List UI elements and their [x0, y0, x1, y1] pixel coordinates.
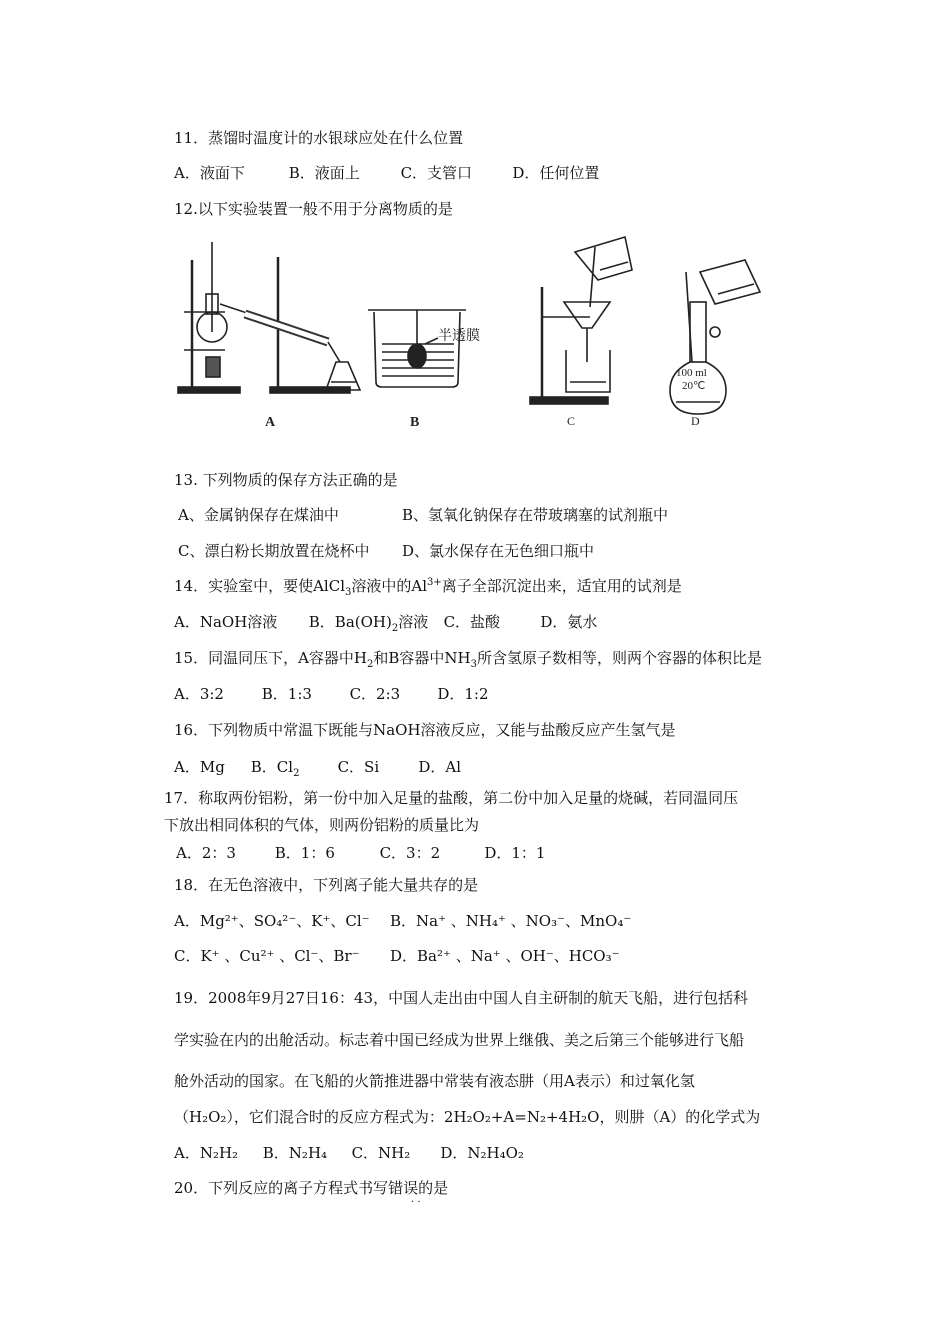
q13-option-b: B、氢氧化钠保存在带玻璃塞的试剂瓶中 — [402, 506, 669, 524]
q17-option-a: A．2：3 — [176, 844, 236, 862]
q19-stem-line4: （H₂O₂），它们混合时的反应方程式为：2H₂O₂+A=N₂+4H₂O，则肼（A）的化学式为 — [174, 1108, 761, 1126]
q18-option-b: B．Na⁺ 、NH₄⁺ 、NO₃⁻、MnO₄⁻ — [390, 912, 632, 930]
q17-stem-line2: 下放出相同体积的气体，则两份铝粉的质量比为 — [164, 816, 480, 834]
q16-option-c: C．Si — [337, 758, 380, 776]
q18-option-a: A．Mg²⁺、SO₄²⁻、K⁺、Cl⁻ — [174, 912, 370, 930]
figure-label-d: D — [691, 414, 700, 428]
emphasis-dots: · · — [411, 1197, 421, 1208]
q19-option-d: D．N₂H₄O₂ — [440, 1144, 524, 1162]
q11-option-b: B．液面上 — [288, 164, 360, 182]
q15-option-a: A．3:2 — [174, 685, 224, 703]
q11-option-d: D．任何位置 — [512, 164, 600, 182]
q11-option-c: C．支管口 — [400, 164, 473, 182]
filtration-apparatus — [530, 237, 632, 404]
q14-option-c: C．盐酸 — [443, 613, 501, 631]
q17-stem-line1: 17．称取两份铝粉，第一份中加入足量的盐酸，第二份中加入足量的烧碱，若同温同压 — [164, 789, 739, 807]
q11-option-a: A．液面下 — [174, 164, 245, 182]
figure-label-b: B — [410, 415, 420, 430]
q20-stem: 20．下列反应的离子方程式书写错误的是 — [174, 1179, 449, 1197]
q18-option-d: D．Ba²⁺ 、Na⁺ 、OH⁻、HCO₃⁻ — [390, 947, 620, 965]
q16-option-d: D．Al — [418, 758, 462, 776]
flask-volume: 100 ml — [676, 367, 707, 379]
q13-option-c: C、漂白粉长期放置在烧杯中 — [178, 542, 370, 560]
figure-label-a: A — [265, 415, 276, 430]
flask-temp: 20℃ — [682, 380, 706, 392]
q19-options — [174, 1143, 524, 1163]
q13-option-a: A、金属钠保存在煤油中 — [178, 506, 339, 524]
q15-option-b: B．1:3 — [261, 685, 312, 703]
q16-option-b: B．$Cl_2$ — [250, 758, 300, 779]
q11-stem: 11．蒸馏时温度计的水银球应处在什么位置 — [174, 129, 464, 147]
q17-option-d: D．1：1 — [484, 844, 546, 862]
figure-label-c: C — [567, 414, 576, 428]
q19-option-c: C．NH₂ — [351, 1144, 411, 1162]
q19-stem-line2: 学实验在内的出舱活动。标志着中国已经成为世界上继俄、美之后第三个能够进行飞船 — [174, 1031, 745, 1049]
q19-option-b: B．N₂H₄ — [262, 1144, 328, 1162]
q14-option-a: A．NaOH溶液 — [174, 613, 278, 631]
q14-option-d: D．氨水 — [540, 613, 598, 631]
q14-options — [174, 612, 597, 632]
apparatus-figure — [170, 232, 790, 432]
q17-options — [176, 843, 545, 863]
q15-option-c: C．2:3 — [349, 685, 401, 703]
membrane-label: 半透膜 — [438, 329, 480, 344]
q12-stem: 12.以下实验装置一般不用于分离物质的是 — [174, 200, 453, 218]
q19-stem-line1: 19．2008年9月27日16：43，中国人走出由中国人自主研制的航天飞船，进行包括科 — [174, 989, 749, 1007]
q19-stem-line3: 舱外活动的国家。在飞船的火箭推进器中常装有液态肼（用A表示）和过氧化氢 — [174, 1072, 695, 1090]
q15-options — [174, 684, 489, 704]
q14-stem: 14．实验室中，要使AlCl$_3$溶液中的$Al^{3+}$离子全部沉淀出来，适宜用的试剂是 — [174, 577, 682, 598]
q11-options — [174, 163, 599, 183]
distillation-apparatus — [178, 242, 360, 393]
q16-stem: 16．下列物质中常温下既能与NaOH溶液反应，又能与盐酸反应产生氢气是 — [174, 721, 676, 739]
q13-option-d: D、氯水保存在无色细口瓶中 — [402, 542, 595, 560]
q17-option-c: C．3：2 — [379, 844, 441, 862]
q18-option-c: C．K⁺ 、Cu²⁺ 、Cl⁻、Br⁻ — [174, 947, 360, 965]
q14-option-b: B．$Ba(OH)_2$溶液 — [308, 613, 429, 634]
q18-stem: 18．在无色溶液中，下列离子能大量共存的是 — [174, 876, 479, 894]
dialysis-apparatus — [368, 310, 466, 387]
q13-stem: 13. 下列物质的保存方法正确的是 — [174, 471, 398, 489]
q19-option-a: A．N₂H₂ — [174, 1144, 239, 1162]
q16-option-a: A．Mg — [174, 758, 225, 776]
q17-option-b: B．1：6 — [274, 844, 335, 862]
q16-options — [174, 757, 461, 777]
q15-option-d: D．1:2 — [437, 685, 489, 703]
q15-stem: 15．同温同压下，A容器中$H_2$和B容器中$NH_3$所含氢原子数相等，则两个容器的体积比是 — [174, 649, 763, 670]
